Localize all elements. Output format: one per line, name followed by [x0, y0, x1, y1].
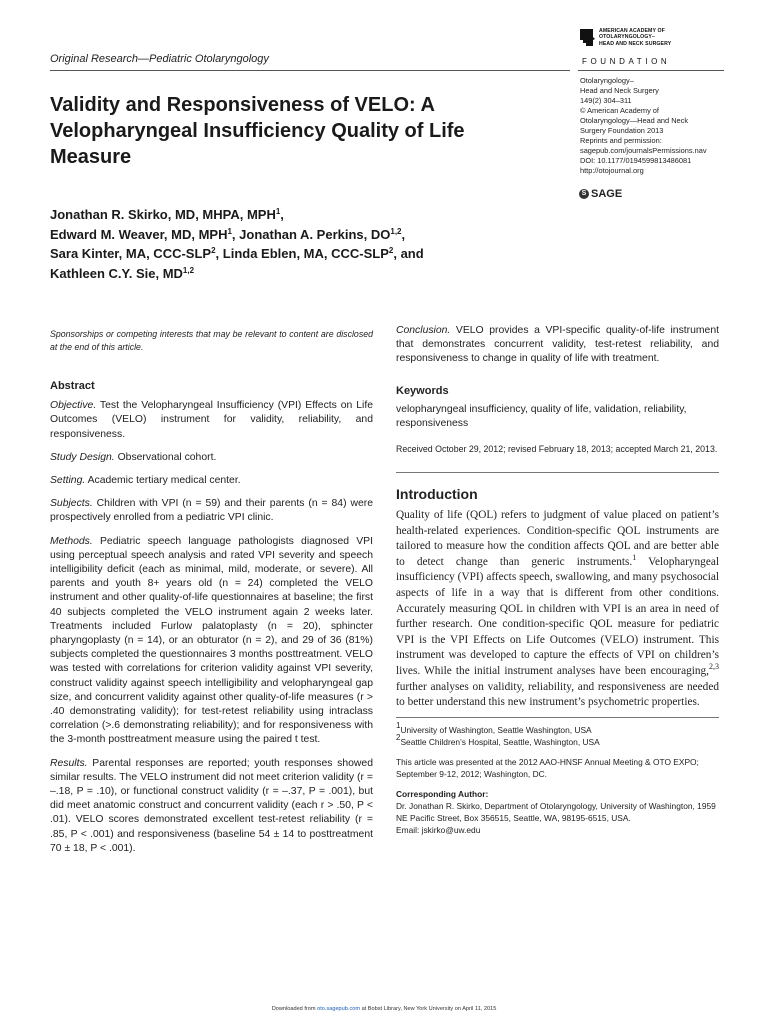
abstract-paragraph-label: Objective. [50, 400, 97, 412]
presentation-note: This article was presented at the 2012 AAO-HNSF Annual Meeting & OTO EXPO; September 9-12, 2012; Washington, DC. [396, 756, 699, 779]
sage-icon: S [579, 189, 589, 199]
text-run: , [280, 207, 284, 222]
superscript: 1 [275, 207, 281, 216]
text-run: , Jonathan A. Perkins, DO [231, 226, 391, 242]
introduction-heading: Introduction [396, 486, 478, 503]
author-line [50, 244, 550, 264]
abstract-paragraph-label: Results. [50, 757, 88, 769]
affiliations [396, 720, 719, 748]
abstract-paragraph [50, 535, 373, 748]
journal-info-line: 149(2) 304–311 [580, 96, 632, 105]
abstract-paragraph-text: Parental responses are reported; youth responses showed similar results. The VELO instrument did not meet criterion validity (r = –.18, P = .10), or functional construct validity (r = –.37, P = .001), but did meet anatomic construct and concurrent validity (each r > .50, P < .01). VELO scores demonstrated excellent test-retest reliability (r = .85, P < .001) and responsiveness (baseline 54 ± 14 to posttreatment 70 ± 18, P < .001). [50, 757, 373, 854]
text-run: Jonathan R. Skirko, MD, MHPA, MPH [50, 207, 276, 222]
logo-foundation: FOUNDATION [582, 57, 671, 66]
author-line [50, 205, 550, 225]
journal-info-line: Reprints and permission: [580, 136, 662, 145]
article-dates: Received October 29, 2012; revised February 18, 2013; accepted March 21, 2013. [396, 444, 718, 455]
text-run: Quality of life (QOL) refers to judgment of value placed on patient’s health-related experiences. Condition-specific QOL instruments are tailored to measure how the condition affects QOL and are better able to detect change than generic instruments. [396, 509, 719, 568]
abstract-paragraph-text: Pediatric speech language pathologists diagnosed VPI using perceptual speech analysis and rated VPI severity and speech intelligibility deficit (each as minimal, mild, moderate, or severe). All parents and youth 8+ years old (n = 24) completed the VELO instrument and other quality-of-life questionnaires at baseline; the first 40 subjects completed the VELO instrument again 2 weeks later. Treatments included Furlow palatoplasty (n = 20), sphincter pharyngoplasty (n = 14), or an obturator (n = 2), and 29 of 36 (81%) subjects completed the questionnaires 3 months posttreatment. VELO was tested with correlations for criterion validity against VPI severity, construct validity against speech intelligibility and velopharyngeal gap size, and concurrent validity against other quality-of-life measures (r > .40 demonstrating validity); for test-retest reliability using intraclass correlation (>.6 demonstrating reliability); and for responsiveness with the 3-month posttreatment measure using the paired t test. [50, 535, 373, 746]
author-line [50, 264, 550, 284]
section-divider [396, 472, 719, 473]
text-run: , and [393, 246, 424, 261]
footnote-divider [396, 717, 719, 718]
abstract-paragraph-label: Methods. [50, 535, 93, 547]
abstract-paragraph [50, 497, 373, 525]
logo-text [599, 28, 671, 47]
text-run: Velopharyngeal insufficiency (VPI) affects speech, swallowing, and many psychosocial aspects of life in a way that is different from other conditions. Accurately measuring QOL in children with VPI is an area in need of further research. One condition-specific QOL measure for pediatric VPI is the VPI Effects on Life Outcomes (VELO) instrument. This instrument was developed to capture the effects of VPI on children’s lives. While the initial instrument analyses have been encouraging, [396, 555, 719, 677]
logo-line: AMERICAN ACADEMY OF [599, 28, 665, 34]
right-column [396, 324, 719, 836]
author-line [50, 225, 550, 245]
text-run: , Linda Eblen, MA, CCC-SLP [215, 246, 389, 261]
logo-line: OTOLARYNGOLOGY– [599, 34, 655, 41]
journal-info-line: Surgery Foundation 2013 [580, 126, 664, 135]
superscript: 1 [227, 226, 232, 236]
affiliation-line [396, 720, 719, 736]
abstract-paragraph [50, 451, 373, 465]
section-label: Original Research—Pediatric Otolaryngology [50, 53, 269, 65]
text-run: Kathleen C.Y. Sie, MD [50, 265, 183, 281]
sage-wordmark: SAGE [591, 188, 623, 200]
journal-info-line: Head and Neck Surgery [580, 86, 659, 95]
affiliation-line [396, 732, 719, 748]
journal-info [580, 76, 730, 176]
journal-info-line: http://otojournal.org [580, 166, 644, 175]
corresponding-author-address: Dr. Jonathan R. Skirko, Department of Otolaryngology, University of Washington, 1959 NE Pacific Street, Box 356515, Seattle, WA, 98195-6515, USA. [396, 800, 716, 823]
sponsorship-note: Sponsorships or competing interests that may be relevant to content are disclosed at the end of this article. [50, 329, 373, 352]
abstract-paragraph-label: Setting. [50, 475, 86, 487]
logo-line: HEAD AND NECK SURGERY [599, 40, 672, 47]
text-run: Sara Kinter, MA, CCC-SLP [50, 246, 212, 261]
journal-info-line: Otolaryngology– [580, 76, 634, 85]
superscript: 2 [211, 246, 216, 255]
logo-head-icon [578, 28, 596, 48]
abstract-paragraph-text: Children with VPI (n = 59) and their parents (n = 84) were prospectively enrolled from a pediatric VPI clinic. [50, 498, 373, 524]
journal-info-line: Otolaryngology—Head and Neck [580, 116, 689, 125]
conclusion-text: VELO provides a VPI-specific quality-of-life instrument that demonstrates concurrent validity, test-retest reliability, and responsiveness to change in quality of life with treatment. [396, 325, 719, 365]
sage-logo [579, 188, 622, 200]
superscript: 1 [632, 552, 637, 562]
download-notice [0, 1006, 768, 1012]
article-title: Validity and Responsiveness of VELO: A Velopharyngeal Insufficiency Quality of Life Measure [50, 94, 465, 168]
abstract-paragraph [50, 399, 373, 442]
corresponding-author-heading: Corresponding Author: [396, 788, 489, 799]
superscript: 2,3 [709, 661, 719, 671]
keywords-list: velopharyngeal insufficiency, quality of life, validation, reliability, responsiveness [396, 403, 687, 429]
superscript: 2 [388, 246, 394, 255]
superscript: 1,2 [182, 265, 195, 275]
corresponding-author-email[interactable]: Email: jskirko@uw.edu [396, 824, 481, 835]
abstract-paragraph-label: Subjects. [50, 498, 93, 510]
text-run: Seattle Children’s Hospital, Seattle, Washington, USA [400, 736, 600, 747]
keywords-heading: Keywords [396, 384, 449, 397]
abstract-paragraph-label: Study Design. [50, 451, 115, 463]
journal-info-line: © American Academy of [580, 106, 659, 115]
text-run: , [401, 226, 406, 242]
text-run: Edward M. Weaver, MD, MPH [50, 226, 228, 242]
abstract-paragraph-text: Observational cohort. [114, 451, 217, 463]
conclusion-label: Conclusion. [396, 325, 451, 336]
superscript: 2 [396, 732, 401, 742]
download-link[interactable]: oto.sagepub.com [317, 1006, 361, 1012]
abstract-heading: Abstract [50, 380, 95, 392]
author-list [50, 205, 550, 283]
journal-info-line: sagepub.com/journalsPermissions.nav [580, 146, 707, 155]
text-run: further analyses on validity, reliability, and responsiveness are needed to better understand this new instrument’s psychometric properties. [396, 680, 719, 709]
header-rule-left [50, 70, 570, 71]
abstract-body [50, 399, 373, 856]
journal-info-line: DOI: 10.1177/0194599813486081 [580, 156, 692, 165]
abstract-conclusion [396, 324, 719, 367]
download-prefix: Downloaded from [271, 1006, 318, 1012]
superscript: 1,2 [390, 226, 402, 236]
left-column [50, 328, 373, 865]
superscript: 1 [396, 720, 401, 730]
text-run: University of Washington, Seattle Washington, USA [400, 724, 592, 735]
abstract-paragraph [50, 757, 373, 856]
abstract-paragraph [50, 474, 373, 488]
introduction-text [396, 508, 719, 711]
download-suffix: at Bobst Library, New York University on April 11, 2015 [360, 1006, 497, 1012]
abstract-paragraph-text: Academic tertiary medical center. [85, 475, 241, 487]
abstract-paragraph-text: Test the Velopharyngeal Insufficiency (VPI) Effects on Life Outcomes (VELO) instrument for validity, reliability, and responsiveness. [50, 400, 373, 440]
header-rule-right [578, 70, 724, 71]
